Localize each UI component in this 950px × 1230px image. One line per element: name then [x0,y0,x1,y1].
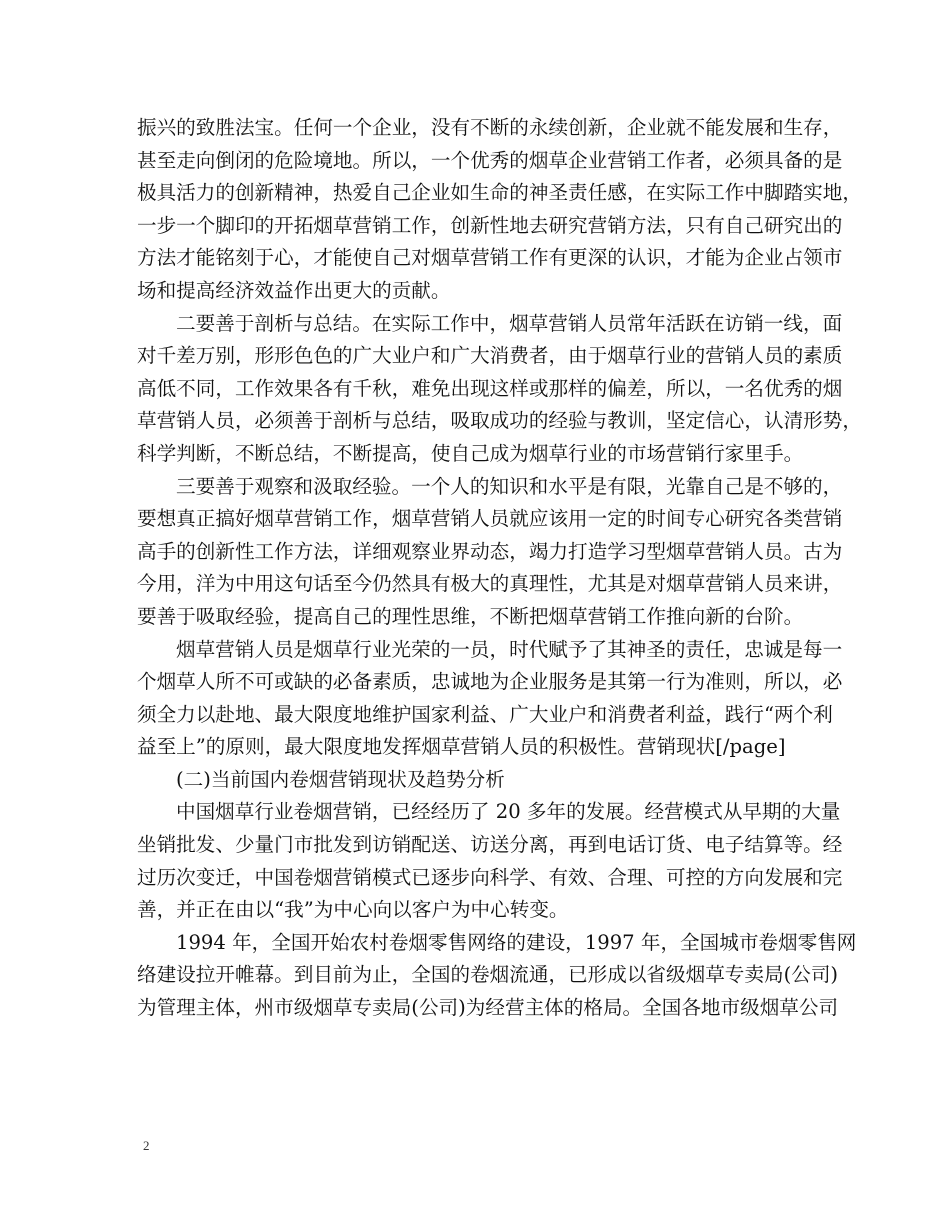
text-line: 益至上”的原则，最大限度地发挥烟草营销人员的积极性。营销现状[/page] [137,735,786,759]
text-line: 个烟草人所不可或缺的必备素质，忠诚地为企业服务是其第一行为准则，所以，必 [137,670,843,694]
text-line: 烟草营销人员是烟草行业光荣的一员，时代赋予了其神圣的责任，忠诚是每一 [176,637,843,661]
text-line: (二)当前国内卷烟营销现状及趋势分析 [176,767,505,791]
paragraph [137,796,843,926]
text-line: 高低不同，工作效果各有千秋，难免出现这样或那样的偏差，所以，一名优秀的烟 [137,376,843,400]
text-line: 要善于吸取经验，提高自己的理性思维，不断把烟草营销工作推向新的台阶。 [137,604,804,628]
text-line: 高手的创新性工作方法，详细观察业界动态，竭力打造学习型烟草营销人员。古为 [137,539,843,563]
paragraph [137,764,827,797]
paragraph [137,308,862,471]
text-line: 二要善于剖析与总结。在实际工作中，烟草营销人员常年活跃在访销一线，面 [176,311,843,335]
text-line: 科学判断，不断总结，不断提高，使自己成为烟草行业的市场营销行家里手。 [137,441,804,465]
text-line: 1994 年，全国开始农村卷烟零售网络的建设，1997 年，全国城市卷烟零售网 [176,930,857,954]
text-line: 要想真正搞好烟草营销工作，烟草营销人员就应该用一定的时间专心研究各类营销 [137,507,843,531]
text-line: 方法才能铭刻于心，才能使自己对烟草营销工作有更深的认识，才能为企业占领市 [137,246,843,270]
page-number: 2 [143,1138,150,1153]
paragraph [137,471,843,634]
text-line: 三要善于观察和汲取经验。一个人的知识和水平是有限，光靠自己是不够的， [176,474,843,498]
text-line: 场和提高经济效益作出更大的贡献。 [137,278,451,302]
text-line: 中国烟草行业卷烟营销，已经经历了 20 多年的发展。经营模式从早期的大量 [176,800,841,824]
text-line: 为管理主体，州市级烟草专卖局(公司)为经营主体的格局。全国各地市级烟草公司 [137,996,839,1020]
text-line: 络建设拉开帷幕。到目前为止，全国的卷烟流通，已形成以省级烟草专卖局(公司) [137,963,839,987]
text-line: 过历次变迁，中国卷烟营销模式已逐步向科学、有效、合理、可控的方向发展和完 [137,865,843,889]
paragraph [137,927,857,1025]
text-line: 振兴的致胜法宝。任何一个企业，没有不断的永续创新，企业就不能发展和生存， [137,116,843,139]
paragraph [137,634,843,764]
text-line: 对千差万别，形形色色的广大业户和广大消费者，由于烟草行业的营销人员的素质 [137,344,843,368]
text-line: 一步一个脚印的开拓烟草营销工作，创新性地去研究营销方法，只有自己研究出的 [137,213,843,237]
paragraph [137,112,862,308]
text-line: 草营销人员，必须善于剖析与总结，吸取成功的经验与教训，坚定信心，认清形势， [137,409,862,433]
document-body [137,112,862,1025]
text-line: 须全力以赴地、最大限度地维护国家利益、广大业户和消费者利益，践行“两个利 [137,702,833,726]
text-line: 甚至走向倒闭的危险境地。所以，一个优秀的烟草企业营销工作者，必须具备的是 [137,148,843,172]
text-line: 善，并正在由以“我”为中心向以客户为中心转变。 [137,898,569,922]
text-line: 今用，洋为中用这句话至今仍然具有极大的真理性，尤其是对烟草营销人员来讲， [137,572,843,596]
text-line: 极具活力的创新精神，热爱自己企业如生命的神圣责任感，在实际工作中脚踏实地， [137,181,862,205]
text-line: 坐销批发、少量门市批发到访销配送、访送分离，再到电话订货、电子结算等。经 [137,833,843,857]
